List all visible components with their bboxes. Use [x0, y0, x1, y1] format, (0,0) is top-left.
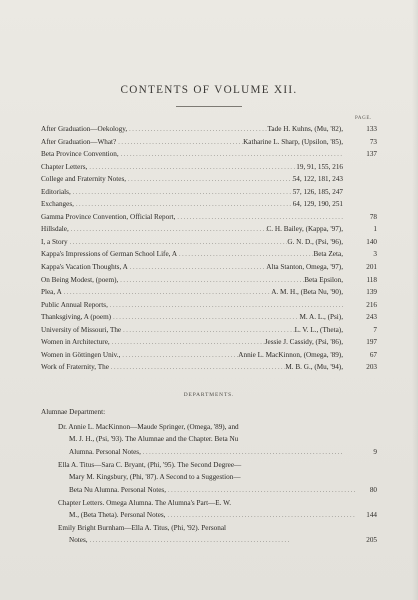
entry-title: Editorials, [41, 187, 71, 196]
entry-page-number: 201 [366, 263, 377, 272]
alumnae-entry-line: M. J. H., (Psi, '93). The Alumnae and the Chapter. Beta Nu [69, 435, 239, 444]
alumnae-entry [58, 497, 377, 523]
entry-author: Tade H. Kuhns, (Mu, '82), [267, 125, 343, 133]
leader-dots [120, 350, 238, 362]
leader-dots [128, 262, 266, 274]
leader-dots [110, 337, 265, 349]
entry-author: G. N. D., (Psi, '96), [287, 237, 343, 246]
contents-entry [41, 349, 377, 362]
contents-list [41, 123, 377, 374]
leader-dots [62, 287, 271, 299]
entry-author: M. A. L., (Psi), [299, 313, 343, 322]
entry-author: Beta Epsilon, [304, 275, 343, 284]
leader-dots [141, 447, 355, 459]
page-column-label: PAGE. [355, 116, 372, 121]
contents-entry [41, 123, 377, 136]
contents-entry [41, 211, 377, 224]
entry-page-number: 133 [366, 125, 377, 133]
entry-page-number: 3 [373, 250, 377, 259]
entry-author: 54, 122, 181, 243 [292, 175, 343, 184]
page-title: CONTENTS OF VOLUME XII. [120, 84, 298, 96]
alumnae-entry [58, 522, 377, 548]
entry-author: Alta Stanton, Omega, '97), [266, 263, 343, 272]
alumnae-entry-last-line [58, 484, 377, 497]
alumnae-entry-line: Alumna. Personal Notes, [69, 447, 141, 456]
entry-page-number: 243 [366, 313, 377, 322]
leader-dots [118, 275, 304, 287]
contents-entry [41, 248, 377, 261]
alumnae-entry [58, 421, 377, 459]
contents-entry [41, 336, 377, 349]
alumnae-entry-line: Notes, [69, 536, 88, 545]
entry-title: After Graduation—What? [41, 137, 117, 146]
contents-entry [41, 173, 377, 186]
entry-author: 64, 129, 190, 251 [292, 200, 343, 209]
alumnae-entry-line: Chapter Letters. Omega Alumna. The Alumna's Part—E. W. [58, 499, 232, 507]
entry-title: Thanksgiving, A (poem) [41, 313, 112, 322]
leader-dots [127, 124, 267, 136]
leader-dots [69, 224, 267, 236]
entry-page-number: 197 [366, 338, 377, 347]
leader-dots [88, 535, 355, 547]
leader-dots [165, 510, 355, 522]
contents-entry [41, 236, 377, 249]
entry-page-number: 216 [366, 300, 377, 309]
leader-dots [87, 162, 296, 174]
alumnae-entry-line: Dr. Annie L. MacKinnon—Maude Springer, (Omega, '89), and [58, 423, 239, 431]
title-rule [176, 106, 242, 107]
alumnae-entry-line: Beta Nu Alumna. Personal Notes, [69, 485, 167, 494]
entry-title: Hillsdale, [41, 225, 69, 234]
contents-entry [41, 286, 377, 299]
entry-author: Katharine L. Sharp, (Upsilon, '85), [243, 137, 343, 146]
entry-title: I, a Story [41, 237, 68, 246]
alumnae-entry-last-line [58, 509, 377, 522]
alumnae-entry-line: Emily Bright Burnham—Ella A. Titus, (Phi, '92). Personal [58, 524, 227, 532]
contents-entry [41, 274, 377, 287]
leader-dots [71, 187, 293, 199]
entry-title: After Graduation—Oekology, [41, 125, 128, 133]
contents-entry [41, 324, 377, 337]
entry-title: On Being Modest, (poem), [41, 275, 119, 284]
entry-title: Women in Architecture, [41, 338, 110, 347]
entry-page-number: 140 [366, 237, 377, 246]
contents-entry [41, 148, 377, 161]
contents-entry [41, 198, 377, 211]
entry-title: Chapter Letters, [41, 162, 88, 171]
entry-title: Gamma Province Convention, Official Report, [41, 212, 176, 221]
alumnae-entry-line: Ella A. Titus—Sara C. Bryant, (Phi, '95). The Second Degree— [58, 461, 242, 469]
alumnae-department-heading: Alumnae Department: [41, 408, 106, 416]
entry-page-number: 67 [369, 350, 377, 359]
entry-title: Beta Province Convention, [41, 150, 119, 159]
leader-dots [116, 137, 243, 149]
entry-page-number: 7 [373, 325, 377, 334]
alumnae-entry-line: Mary M. Kingsbury, (Phi, '87). A Second to a Suggestion— [69, 473, 241, 482]
entry-title: Exchanges, [41, 200, 74, 209]
entry-author: Annie L. MacKinnon, (Omega, '89), [238, 350, 343, 359]
entry-title: Kappa's Impressions of German School Life, A [41, 250, 178, 259]
leader-dots [68, 237, 288, 249]
leader-dots [119, 149, 343, 161]
entry-author: M. B. G., (Mu, '94), [285, 363, 343, 372]
alumnae-entry [58, 459, 377, 497]
entry-title: College and Fraternity Notes, [41, 175, 127, 184]
entry-title: Kappa's Vacation Thoughts, A [41, 263, 128, 272]
entry-page-number: 203 [366, 363, 377, 372]
departments-heading: DEPARTMENTS. [183, 392, 235, 398]
contents-entry [41, 136, 377, 149]
entry-title: Women in Göttingen Univ., [41, 350, 121, 359]
contents-entry [41, 186, 377, 199]
entry-page-number: 137 [366, 150, 377, 159]
entry-author: 57, 126, 185, 247 [292, 187, 343, 196]
entry-page-number: 118 [366, 275, 377, 284]
leader-dots [111, 312, 299, 324]
leader-dots [121, 325, 294, 337]
entry-page-number: 205 [366, 536, 377, 545]
entry-title: University of Missouri, The [41, 325, 122, 334]
leader-dots [108, 300, 343, 312]
leader-dots [175, 212, 343, 224]
contents-entry [41, 361, 377, 374]
leader-dots [109, 362, 286, 374]
contents-entry [41, 261, 377, 274]
entry-page-number: 78 [369, 212, 377, 221]
alumnae-entry-last-line [58, 534, 377, 547]
leader-dots [126, 174, 293, 186]
leader-dots [166, 485, 355, 497]
contents-entry [41, 311, 377, 324]
entry-author: Beta Zeta, [313, 250, 343, 259]
entry-page-number: 73 [369, 137, 377, 146]
alumnae-entry-line: M., (Beta Theta). Personal Notes, [69, 511, 166, 520]
contents-entry [41, 299, 377, 312]
entry-title: Work of Fraternity, The [41, 363, 109, 372]
contents-entry [41, 161, 377, 174]
leader-dots [74, 199, 293, 211]
entry-page-number: 80 [369, 485, 377, 494]
alumnae-entry-last-line [58, 446, 377, 459]
contents-entry [41, 223, 377, 236]
entry-title: Plea, A [41, 288, 62, 297]
entry-title: Public Annual Reports, [41, 300, 108, 309]
entry-page-number: 144 [366, 511, 377, 520]
entry-author: A. M. H., (Beta Nu, '90), [271, 288, 343, 297]
entry-page-number: 139 [366, 288, 377, 297]
entry-author: L. V. L., (Theta), [294, 325, 343, 334]
entry-page-number: 1 [373, 225, 377, 234]
entry-author: Jessie J. Cassidy, (Psi, '86), [264, 338, 343, 347]
entry-author: 19, 91, 155, 216 [296, 162, 343, 171]
leader-dots [177, 249, 313, 261]
entry-page-number: 9 [373, 447, 377, 456]
entry-author: C. H. Bailey, (Kappa, '97), [266, 225, 343, 234]
